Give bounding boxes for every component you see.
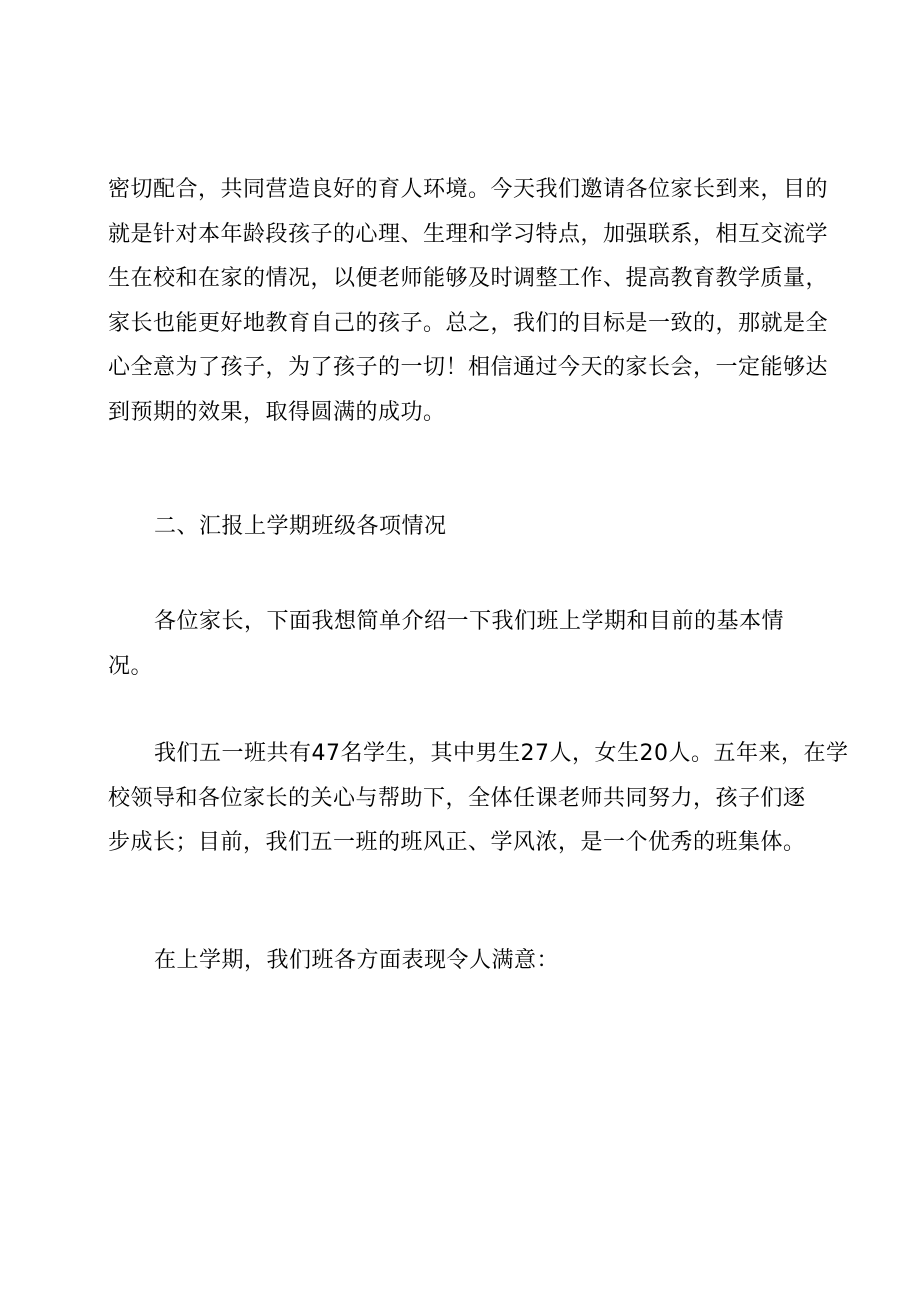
paragraph-line: 各位家长，下面我想简单介绍一下我们班上学期和目前的基本情 xyxy=(154,609,785,634)
paragraph-line: 在上学期，我们班各方面表现令人满意： xyxy=(154,948,560,973)
paragraph-line: 步成长；目前，我们五一班的班风正、学风浓，是一个优秀的班集体。 xyxy=(108,830,806,855)
paragraph-overview xyxy=(108,600,820,689)
paragraph-line: 校领导和各位家长的关心与帮助下，全体任课老师共同努力，孩子们逐 xyxy=(108,785,806,811)
paragraph-line: 心全意为了孩子，为了孩子的一切！相信通过今天的家长会，一定能够达 xyxy=(108,355,829,380)
paragraph-line: 家长也能更好地教育自己的孩子。总之，我们的目标是一致的，那就是全 xyxy=(108,310,829,336)
paragraph-line: 到预期的效果，取得圆满的成功。 xyxy=(108,399,446,425)
paragraph-class-info xyxy=(108,732,849,866)
paragraph-intro xyxy=(108,168,829,435)
paragraph-last-term xyxy=(108,939,820,984)
section-heading xyxy=(108,505,820,550)
paragraph-line: 生在校和在家的情况，以便老师能够及时调整工作、提高教育教学质量， xyxy=(108,266,829,291)
paragraph-line: 密切配合，共同营造良好的育人环境。今天我们邀请各位家长到来，目的 xyxy=(108,177,829,202)
paragraph-line: 就是针对本年龄段孩子的心理、生理和学习特点，加强联系，相互交流学 xyxy=(108,221,829,247)
section-heading-text: 二、汇报上学期班级各项情况 xyxy=(154,514,447,539)
paragraph-line: 我们五一班共有47名学生，其中男生27人，女生20人。五年来，在学 xyxy=(154,741,849,766)
paragraph-line: 况。 xyxy=(108,653,154,679)
